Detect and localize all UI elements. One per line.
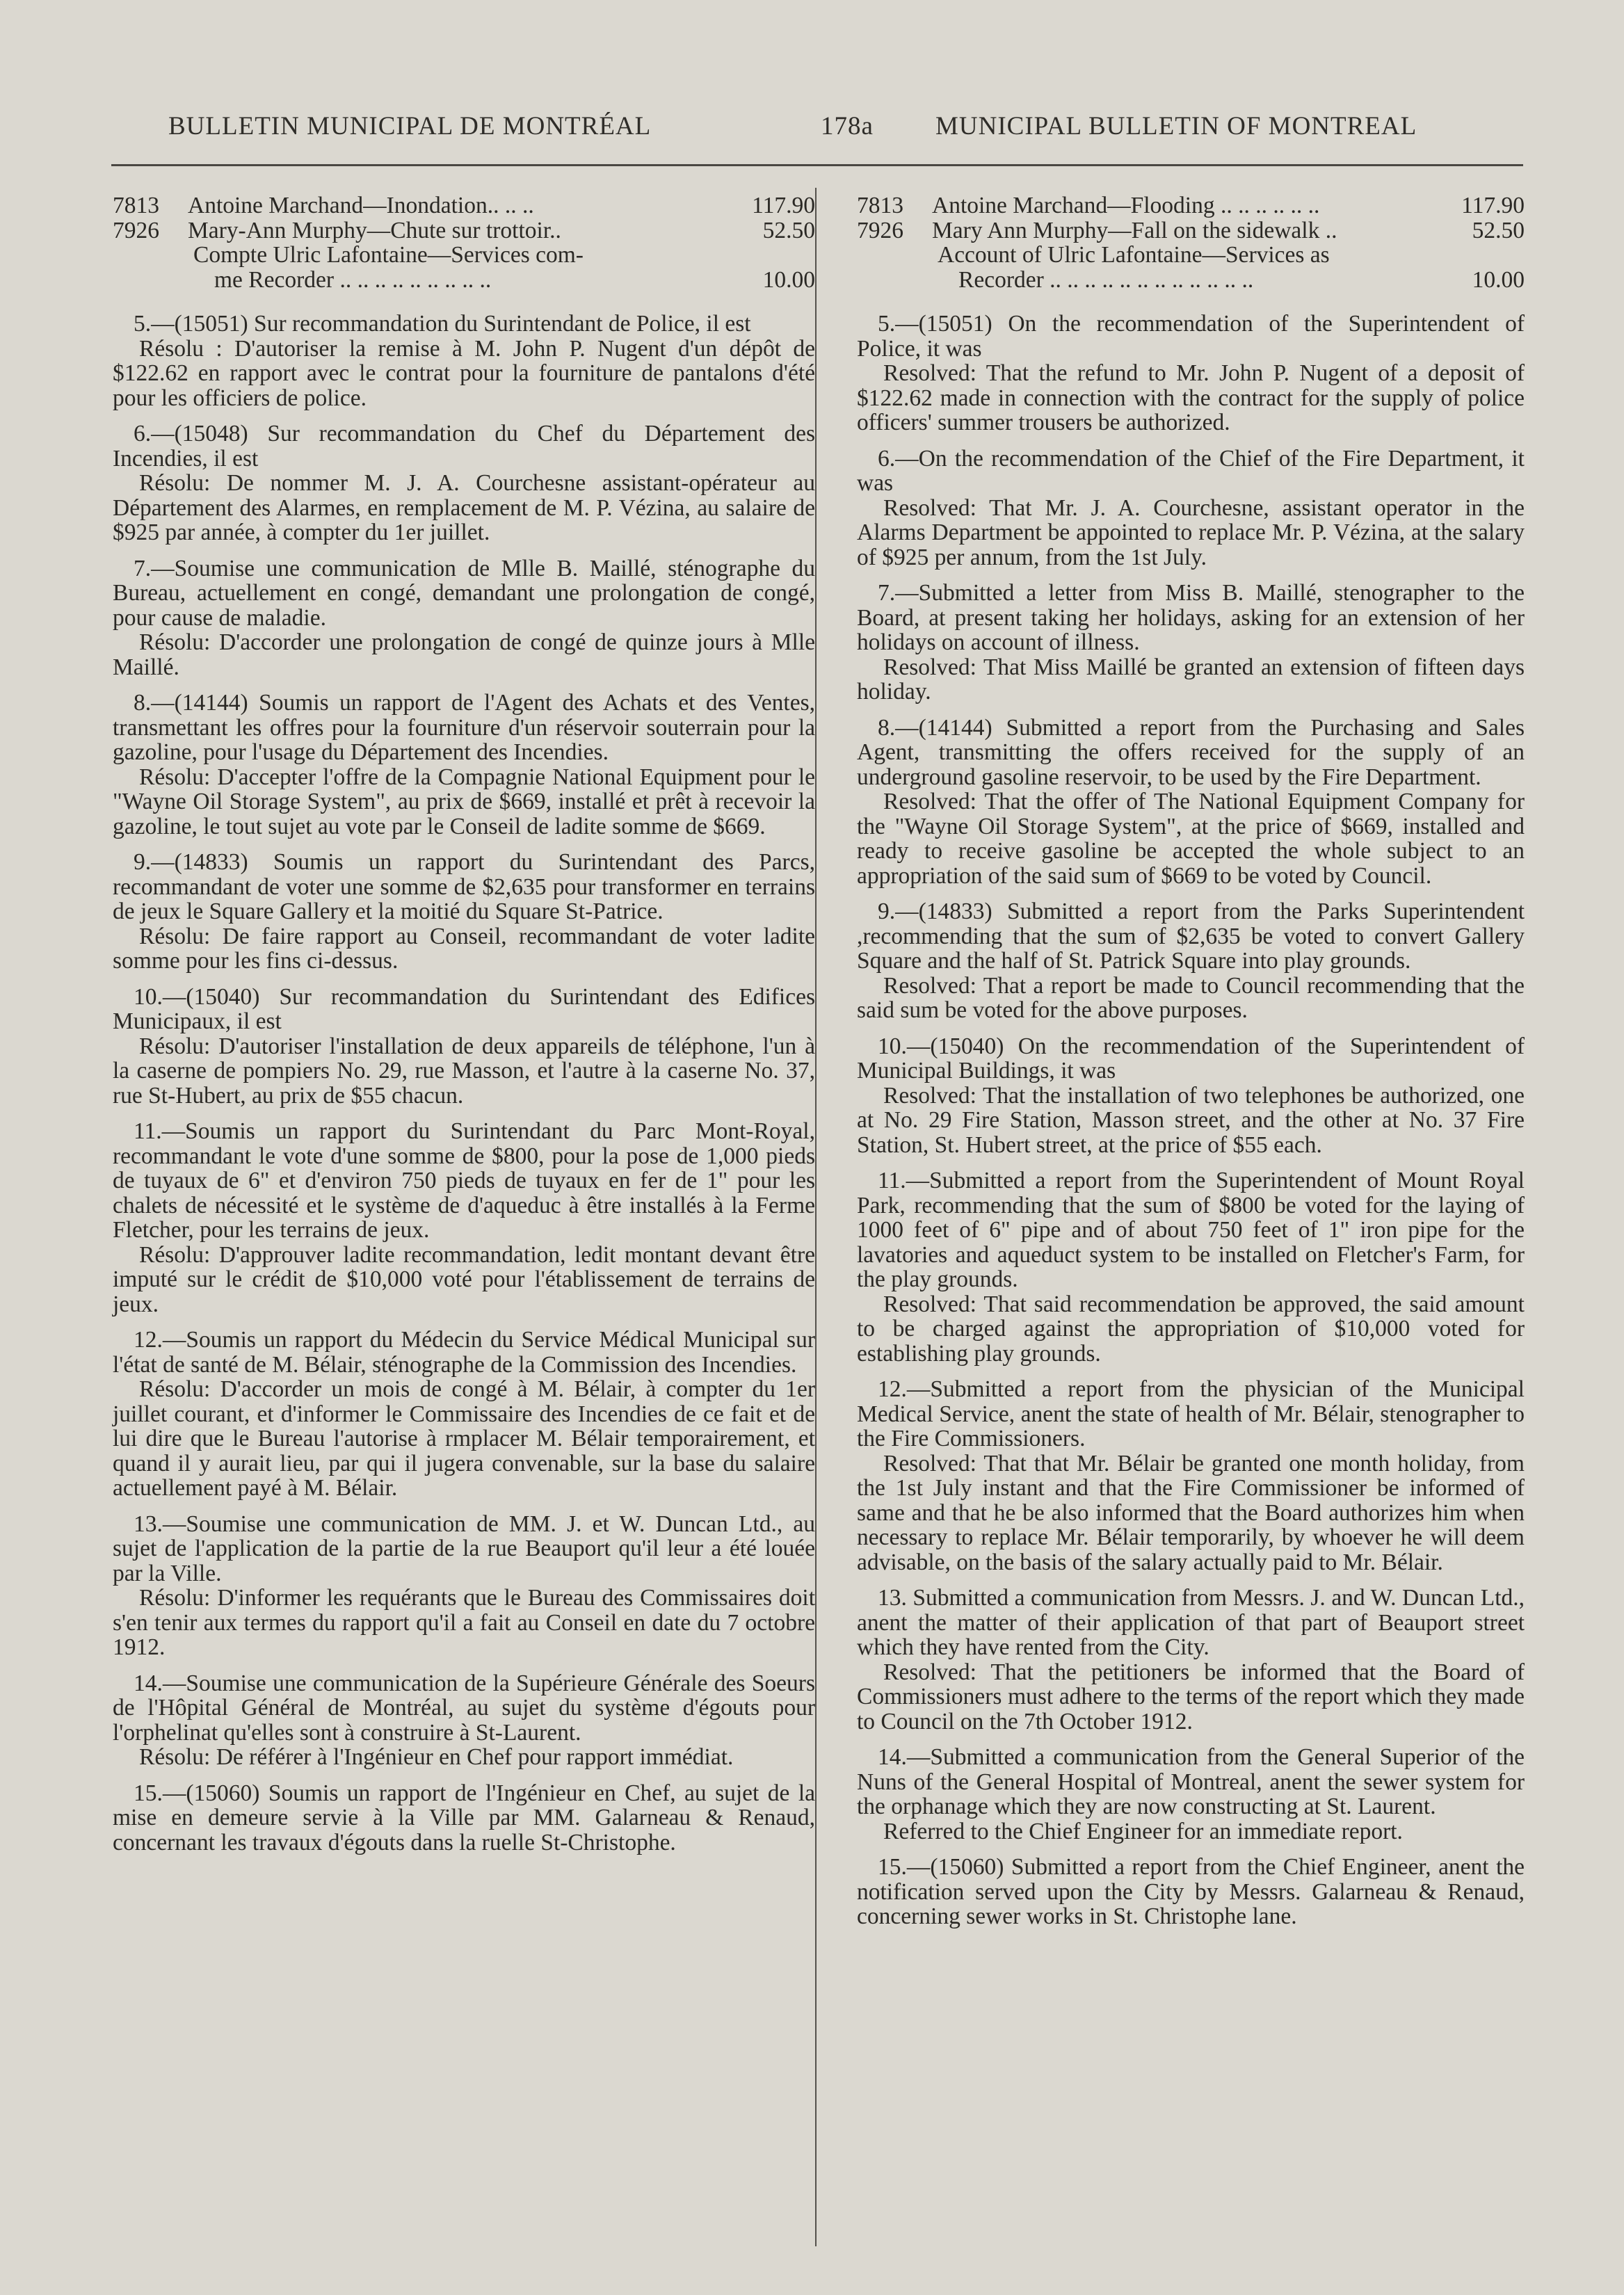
account-amount: 10.00 [762,266,815,293]
paragraph-11-heading: 11.—Soumis un rapport du Surintendant du Parc Mont-Royal, recommandant le vote d'une somme de $800, pour la pose de 1,000 pieds de tuyaux de 6" et d'environ 750 pieds de tuyaux en fer de 1" pour les chalets de nécessité et le système de d'aqueduc à être installés à la Ferme Fletcher, pour les terrains de jeux. [113,1118,815,1243]
item-description: Mary Ann Murphy—Fall on the sidewalk .. [932,217,1337,243]
paragraph-14-heading: 14.—Soumise une communication de la Supérieure Générale des Soeurs de l'Hôpital Général de Montréal, au sujet du système d'égouts pour l'orphelinat qu'elles sont à construire à St-Laurent. [113,1670,815,1746]
paragraph-15-heading: 15.—(15060) Soumis un rapport de l'Ingénieur en Chef, au sujet de la mise en demeure servie à la Ville par MM. Galarneau & Renaud, concernant les travaux d'égouts dans la ruelle St-Christophe. [113,1780,815,1855]
paragraph-12-resolution: Resolved: That that Mr. Bélair be granted one month holiday, from the 1st July instant and that the Fire Commissioner be informed of same and that he be also informed that the Board authorizes him when necessary to replace Mr. Bélair temporarily, by whoever he will deem advisable, on the basis of the salary actually paid to Mr. Bélair. [857,1450,1525,1575]
paragraph-7-resolution: Resolved: That Miss Maillé be granted an extension of fifteen days holiday. [857,654,1525,704]
paragraph-12-heading: 12.—Submitted a report from the physician of the Municipal Medical Service, anent the state of health of Mr. Bélair, stenographer to the Fire Commissioners. [857,1376,1525,1451]
paragraph-12-resolution: Résolu: D'accorder un mois de congé à M. Bélair, à compter du 1er juillet courant, et d'informer le Commissaire des Incendies de ce fait et de lui dire que le Bureau l'autorise à rmplacer M. Bélair temporairement, et quand il y aurait lieu, par qui il jugera convenable, sur la base du salaire actuellement payé à M. Bélair. [113,1376,815,1501]
paragraph-6-heading: 6.—On the recommendation of the Chief of the Fire Department, it was [857,445,1525,496]
paragraph-9-resolution: Résolu: De faire rapport au Conseil, recommandant de voter ladite somme pour les fins ci-dessus. [113,923,815,974]
paragraph-8-heading: 8.—(14144) Submitted a report from the Purchasing and Sales Agent, transmitting the offers received for the supply of an underground gasoline reservoir, to be used by the Fire Department. [857,714,1525,790]
paragraph-13-heading: 13. Submitted a communication from Messrs. J. and W. Duncan Ltd., anent the matter of their application of that part of Beauport street which they have rented from the City. [857,1585,1525,1660]
account-line-1: Compte Ulric Lafontaine—Services com- [193,242,584,268]
paragraph-7-heading: 7.—Submitted a letter from Miss B. Maillé, stenographer to the Board, at present taking her holidays, asking for an extension of her holidays on account of illness. [857,580,1525,655]
paragraph-8-resolution: Resolved: That the offer of The National Equipment Company for the "Wayne Oil Storage System", at the price of $669, installed and ready to receive gasoline be accepted the whole subject to an appropriation of the said sum of $669 to be voted by Council. [857,789,1525,889]
column-divider [815,188,817,2246]
header-rule [111,164,1523,166]
paragraph-5-resolution: Résolu : D'autoriser la remise à M. John P. Nugent d'un dépôt de $122.62 en rapport avec le contrat pour la fourniture de pantalons d'été pour les officiers de police. [113,335,815,411]
account-line-2: me Recorder .. .. .. .. .. .. .. .. .. [214,266,492,293]
paragraph-5-heading: 5.—(15051) On the recommendation of the Superintendent of Police, it was [857,311,1525,362]
list-item [857,218,1525,243]
list-item [113,218,815,243]
left-column [113,193,815,1855]
paragraph-13-resolution: Resolved: That the petitioners be informed that the Board of Commissioners must adhere to the terms of the report which they made to Council on the 7th October 1912. [857,1659,1525,1734]
paragraph-9-heading: 9.—(14833) Submitted a report from the Parks Superintendent ,recommending that the sum of $2,635 be voted to convert Gallery Square and the half of St. Patrick Square into play grounds. [857,899,1525,974]
paragraph-6-resolution: Resolved: That Mr. J. A. Courchesne, assistant operator in the Alarms Department be appointed to replace Mr. P. Vézina, at the salary of $925 per annum, from the 1st July. [857,494,1525,570]
header-left-title: BULLETIN MUNICIPAL DE MONTRÉAL [168,112,652,140]
account-amount: 10.00 [1472,266,1525,293]
paragraph-15-heading: 15.—(15060) Submitted a report from the Chief Engineer, anent the notification served upon the City by Messrs. Galarneau & Renaud, concerning sewer works in St. Christophe lane. [857,1854,1525,1929]
paragraph-7-resolution: Résolu: D'accorder une prolongation de congé de quinze jours à Mlle Maillé. [113,629,815,680]
item-description: Mary-Ann Murphy—Chute sur trottoir.. [188,217,561,243]
paragraph-7-heading: 7.—Soumise une communication de Mlle B. Maillé, sténographe du Bureau, actuellement en congé, demandant une prolongation de congé, pour cause de maladie. [113,555,815,631]
header-right-title: MUNICIPAL BULLETIN OF MONTREAL [935,112,1417,140]
paragraph-11-heading: 11.—Submitted a report from the Superintendent of Mount Royal Park, recommending that the sum of $800 be voted for the laying of 1000 feet of 6" pipe and of about 750 feet of 1" iron pipe for the lavatories and aqueduct system to be installed on Fletcher's Farm, for the play grounds. [857,1168,1525,1292]
item-description: Antoine Marchand—Inondation.. .. .. [188,193,534,218]
paragraph-8-heading: 8.—(14144) Soumis un rapport de l'Agent des Achats et des Ventes, transmettant les offres pour la fourniture d'un réservoir souterrain pour la gazoline, pour l'usage du Département des Incendies. [113,690,815,765]
paragraph-9-heading: 9.—(14833) Soumis un rapport du Surintendant des Parcs, recommandant de voter une somme de $2,635 pour transformer en terrains de jeux le Square Gallery et la moitié du Square St-Patrice. [113,849,815,924]
paragraph-10-resolution: Resolved: That the installation of two telephones be authorized, one at No. 29 Fire Station, Masson street, and the other at No. 37 Fire Station, St. Hubert street, at the price of $55 each. [857,1082,1525,1158]
paragraph-5-heading: 5.—(15051) Sur recommandation du Surintendant de Police, il est [134,311,751,337]
item-amount: 52.50 [1472,217,1525,243]
account-item-continued [113,268,815,293]
paragraph-13-resolution: Résolu: D'informer les requérants que le Bureau des Commissaires doit s'en tenir aux termes du rapport qu'il a fait au Conseil en date du 7 octobre 1912. [113,1585,815,1660]
account-line-2: Recorder .. .. .. .. .. .. .. .. .. .. .. .. [958,266,1254,293]
paragraph-12-heading: 12.—Soumis un rapport du Médecin du Service Médical Municipal sur l'état de santé de M. Bélair, sténographe de la Commission des Incendies. [113,1327,815,1378]
paragraph-14-resolution: Referred to the Chief Engineer for an immediate report. [883,1818,1403,1844]
item-number: 7813 [113,193,159,218]
account-item-continued [857,268,1525,293]
paragraph-11-resolution: Resolved: That said recommendation be approved, the said amount to be charged against the appropriation of $10,000 voted for establishing play grounds. [857,1291,1525,1367]
page-number: 178a [821,112,874,140]
paragraph-10-heading: 10.—(15040) Sur recommandation du Surintendant des Edifices Municipaux, il est [113,983,815,1034]
item-description: Antoine Marchand—Flooding .. .. .. .. .. .. [932,193,1320,218]
paragraph-10-heading: 10.—(15040) On the recommendation of the Superintendent of Municipal Buildings, it was [857,1033,1525,1084]
paragraph-5-resolution: Resolved: That the refund to Mr. John P. Nugent of a deposit of $122.62 made in connection with the contract for the supply of police officers' summer trousers be authorized. [857,360,1525,435]
paragraph-13-heading: 13.—Soumise une communication de MM. J. et W. Duncan Ltd., au sujet de l'application de la partie de la rue Beauport qu'il leur a été louée par la Ville. [113,1511,815,1586]
item-number: 7926 [113,217,159,243]
paragraph-9-resolution: Resolved: That a report be made to Council recommending that the said sum be voted for the above purposes. [857,972,1525,1023]
paragraph-6-resolution: Résolu: De nommer M. J. A. Courchesne assistant-opérateur au Département des Alarmes, en remplacement de M. P. Vézina, au salaire de $925 par année, à compter du 1er juillet. [113,470,815,545]
item-amount: 52.50 [762,217,815,243]
account-line-1: Account of Ulric Lafontaine—Services as [938,242,1330,268]
item-amount: 117.90 [1461,193,1525,218]
account-item [113,243,815,268]
list-item [113,193,815,218]
item-number: 7926 [857,217,903,243]
paragraph-14-heading: 14.—Submitted a communication from the General Superior of the Nuns of the General Hospital of Montreal, anent the sewer system for the orphanage which they are now constructing at St. Laurent. [857,1744,1525,1819]
list-item [857,193,1525,218]
paragraph-10-resolution: Résolu: D'autoriser l'installation de deux appareils de téléphone, l'un à la caserne de pompiers No. 29, rue Masson, et l'autre à la caserne No. 37, rue St-Hubert, au prix de $55 chacun. [113,1033,815,1109]
account-item [857,243,1525,268]
item-number: 7813 [857,193,903,218]
paragraph-6-heading: 6.—(15048) Sur recommandation du Chef du Département des Incendies, il est [113,421,815,472]
item-amount: 117.90 [752,193,815,218]
right-column [857,193,1525,1929]
paragraph-11-resolution: Résolu: D'approuver ladite recommandation, ledit montant devant être imputé sur le crédit de $10,000 voté pour l'établissement de terrains de jeux. [113,1241,815,1317]
paragraph-8-resolution: Résolu: D'accepter l'offre de la Compagnie National Equipment pour le "Wayne Oil Storage System", au prix de $669, installé et prêt à recevoir la gazoline, le tout sujet au vote par le Conseil de ladite somme de $669. [113,764,815,839]
paragraph-14-resolution: Résolu: De référer à l'Ingénieur en Chef pour rapport immédiat. [139,1744,734,1770]
